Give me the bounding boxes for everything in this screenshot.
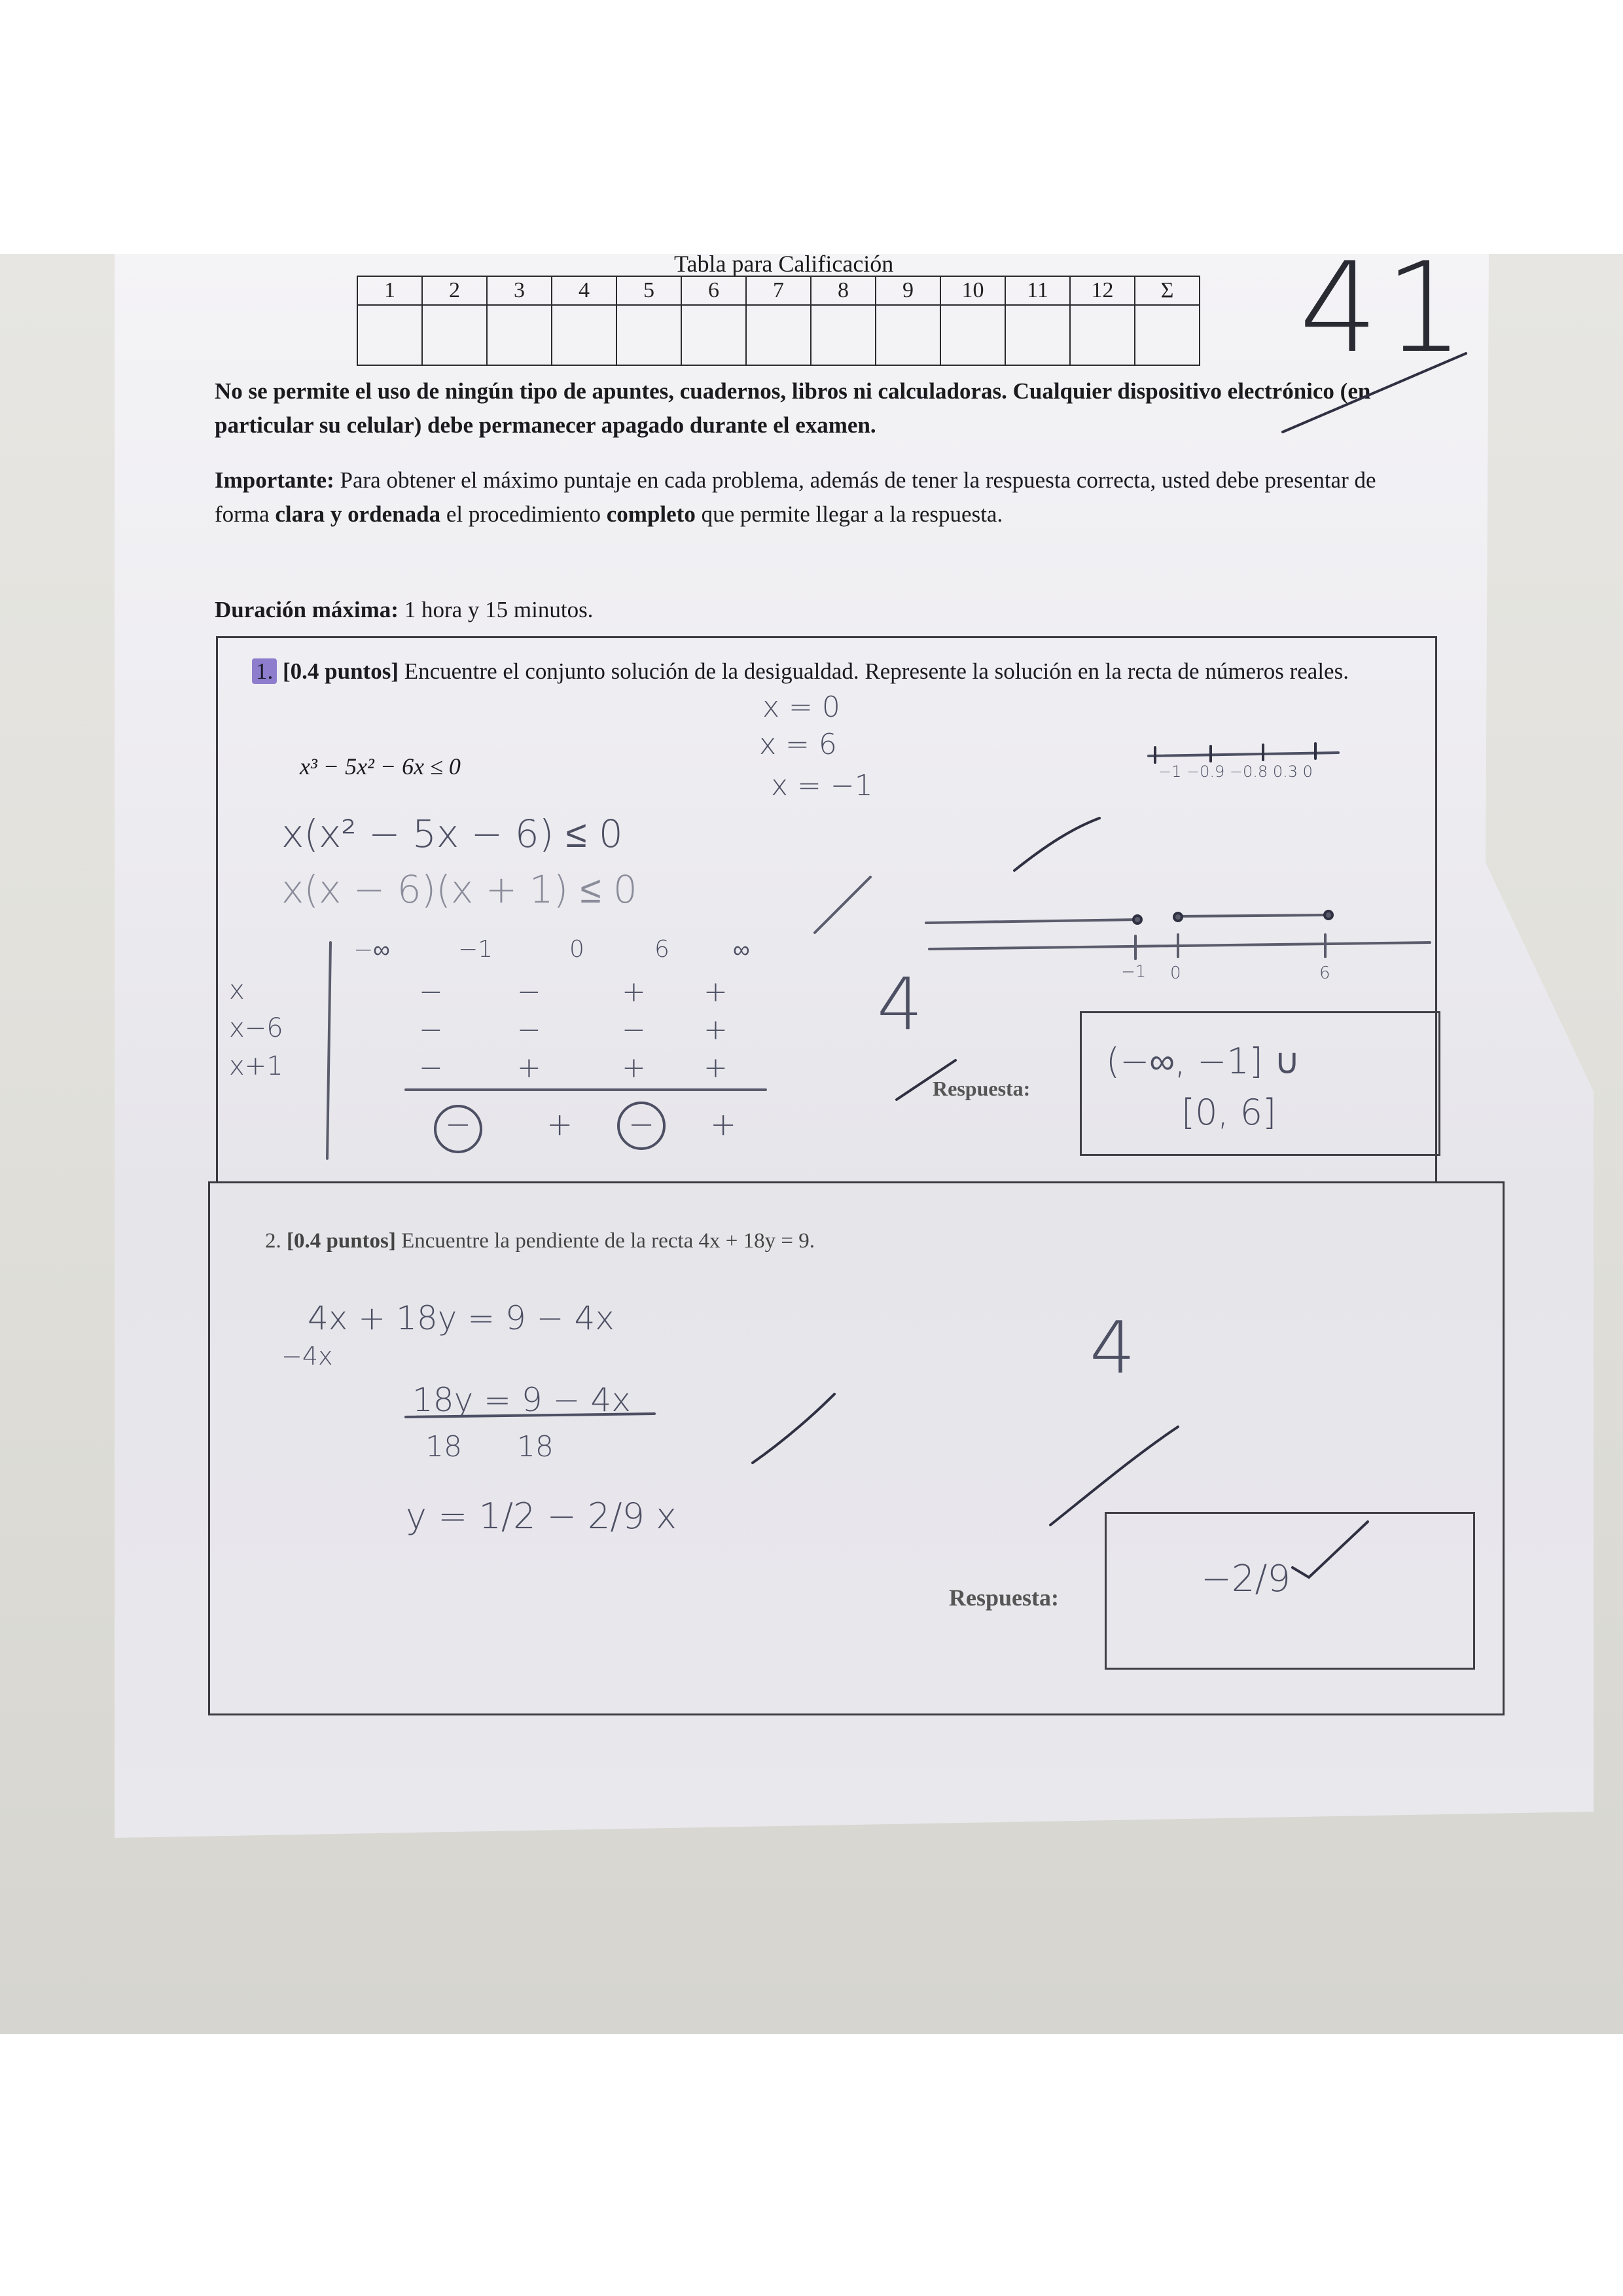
sign-table-cell: − [419, 1013, 443, 1047]
sign-table-cell: + [704, 1013, 728, 1047]
sign-table-cell: − [517, 975, 541, 1009]
grade-col-header: Σ [1135, 276, 1200, 305]
p2-work-line-3: y = 1/2 − 2/9 x [406, 1496, 677, 1537]
sign-table-cell: + [517, 1051, 541, 1085]
grade-col-header: 11 [1005, 276, 1070, 305]
root-1: x = 0 [762, 691, 840, 724]
sign-table-row-label: x+1 [229, 1051, 283, 1081]
total-score: 41 [1299, 236, 1471, 380]
check-mark [1050, 1427, 1178, 1525]
grade-col-header: 8 [811, 276, 876, 305]
p2-work-line-1: 4x + 18y = 9 − 4x [308, 1299, 615, 1337]
nl-dot-6 [1325, 911, 1332, 919]
sign-table-row-label: x−6 [229, 1013, 283, 1043]
circled-sign [618, 1103, 664, 1149]
nl-dot-neg1 [1133, 916, 1141, 924]
check-mark [1014, 818, 1099, 870]
problem1-score: 4 [877, 962, 923, 1046]
grade-col-header: 5 [616, 276, 681, 305]
important-label: Importante: [215, 467, 334, 493]
grade-col-header: 10 [940, 276, 1005, 305]
sign-table-result: + [546, 1106, 573, 1143]
circled-sign [435, 1106, 481, 1152]
problem1-inequality: x³ − 5x² − 6x ≤ 0 [300, 753, 461, 780]
problem2-answer-label: Respuesta: [949, 1585, 1059, 1611]
sign-table-cell: − [517, 1013, 541, 1047]
work-line-1: x(x² − 5x − 6) ≤ 0 [281, 812, 623, 856]
grade-col-header: 9 [876, 276, 940, 305]
check-mark [753, 1394, 834, 1463]
sign-table-vline [327, 942, 330, 1158]
work-line-2: x(x − 6)(x + 1) ≤ 0 [281, 867, 637, 912]
sign-table-header: −∞ [353, 937, 390, 963]
check-mark [897, 1060, 955, 1100]
important-bold-1: clara y ordenada [275, 501, 441, 527]
nl-dot-0 [1174, 913, 1182, 921]
important-bold-2: completo [606, 501, 696, 527]
grade-col-header: 12 [1070, 276, 1135, 305]
grade-col-header: 6 [681, 276, 746, 305]
problem1-text: Encuentre el conjunto solución de la desigualdad. Represente la solución en la recta de números reales. [404, 658, 1349, 684]
problem1-number: 1. [252, 658, 277, 684]
problem1-answer-label: Respuesta: [933, 1077, 1031, 1100]
grading-table-title: Tabla para Calificación [674, 251, 894, 277]
fraction-bar [406, 1414, 654, 1417]
grade-col-header: 1 [357, 276, 422, 305]
important-text-1: Para obtener el máximo puntaje en cada problema, además de tener la respuesta correcta, usted debe presentar de forma [215, 467, 1376, 527]
problem1-points: [0.4 puntos] [283, 658, 399, 684]
small-number-line [1149, 753, 1338, 756]
number-line-upper-2 [1178, 915, 1329, 916]
sign-table-header: −1 [458, 936, 493, 963]
rules-paragraph: No se permite el uso de ningún tipo de apuntes, cuadernos, libros ni calculadoras. Cualquier dispositivo electrónico (en particular su celular) debe permanecer apagado durante el examen. [215, 378, 1371, 438]
sign-table-result: + [710, 1106, 737, 1143]
sign-table-header: ∞ [733, 937, 750, 963]
important-text-3: que permite llegar a la respuesta. [701, 501, 1003, 527]
pen-mark-diagonal [1283, 353, 1466, 432]
sign-table-row-label: x [229, 975, 245, 1005]
grade-col-header: 2 [422, 276, 487, 305]
problem2-text: Encuentre la pendiente de la recta 4x + 18y = 9. [401, 1229, 815, 1253]
grade-col-header: 4 [552, 276, 616, 305]
sign-table-header: 6 [654, 936, 669, 963]
problem2-number: 2. [265, 1229, 281, 1253]
problem2-score: 4 [1090, 1306, 1135, 1390]
sign-table-result: − [445, 1106, 472, 1143]
sign-table-header: 0 [569, 936, 584, 963]
duration-label: Duración máxima: [215, 597, 399, 622]
duration-value: 1 hora y 15 minutos. [404, 597, 594, 622]
nl-label-6: 6 [1319, 963, 1330, 983]
sign-table-result: − [628, 1106, 655, 1143]
grade-col-header: 3 [487, 276, 552, 305]
problem2-points: [0.4 puntos] [287, 1229, 396, 1253]
p2-work-line-2-den: 18 18 [425, 1430, 554, 1463]
sign-table-cell: + [622, 1051, 646, 1085]
number-line-main [929, 942, 1430, 949]
sign-table-cell: − [419, 1051, 443, 1085]
sign-table-cell: − [419, 975, 443, 1009]
problem1-answer-line2: [0, 6] [1181, 1092, 1277, 1133]
p2-work-cancel: −4x [281, 1342, 333, 1371]
check-mark [1293, 1522, 1368, 1577]
sign-table-cell: − [622, 1013, 646, 1047]
nl-label-neg1: −1 [1121, 962, 1147, 982]
number-line-upper [926, 920, 1139, 923]
root-3: x = −1 [771, 769, 873, 802]
sign-table-cell: + [622, 975, 646, 1009]
problem2-answer-value: −2/9 [1201, 1558, 1291, 1600]
small-axis-labels: −1 −0.9 −0.8 0.3 0 [1158, 762, 1313, 781]
p2-work-line-2-num: 18y = 9 − 4x [412, 1381, 631, 1419]
important-text-2: el procedimiento [446, 501, 601, 527]
root-2: x = 6 [759, 728, 837, 761]
sign-table-cell: + [704, 1051, 728, 1085]
sign-table-cell: + [704, 975, 728, 1009]
check-mark [815, 877, 870, 933]
grade-col-header: 7 [746, 276, 811, 305]
problem1-answer-line1: (−∞, −1] ∪ [1106, 1041, 1300, 1082]
nl-label-0: 0 [1170, 963, 1181, 983]
